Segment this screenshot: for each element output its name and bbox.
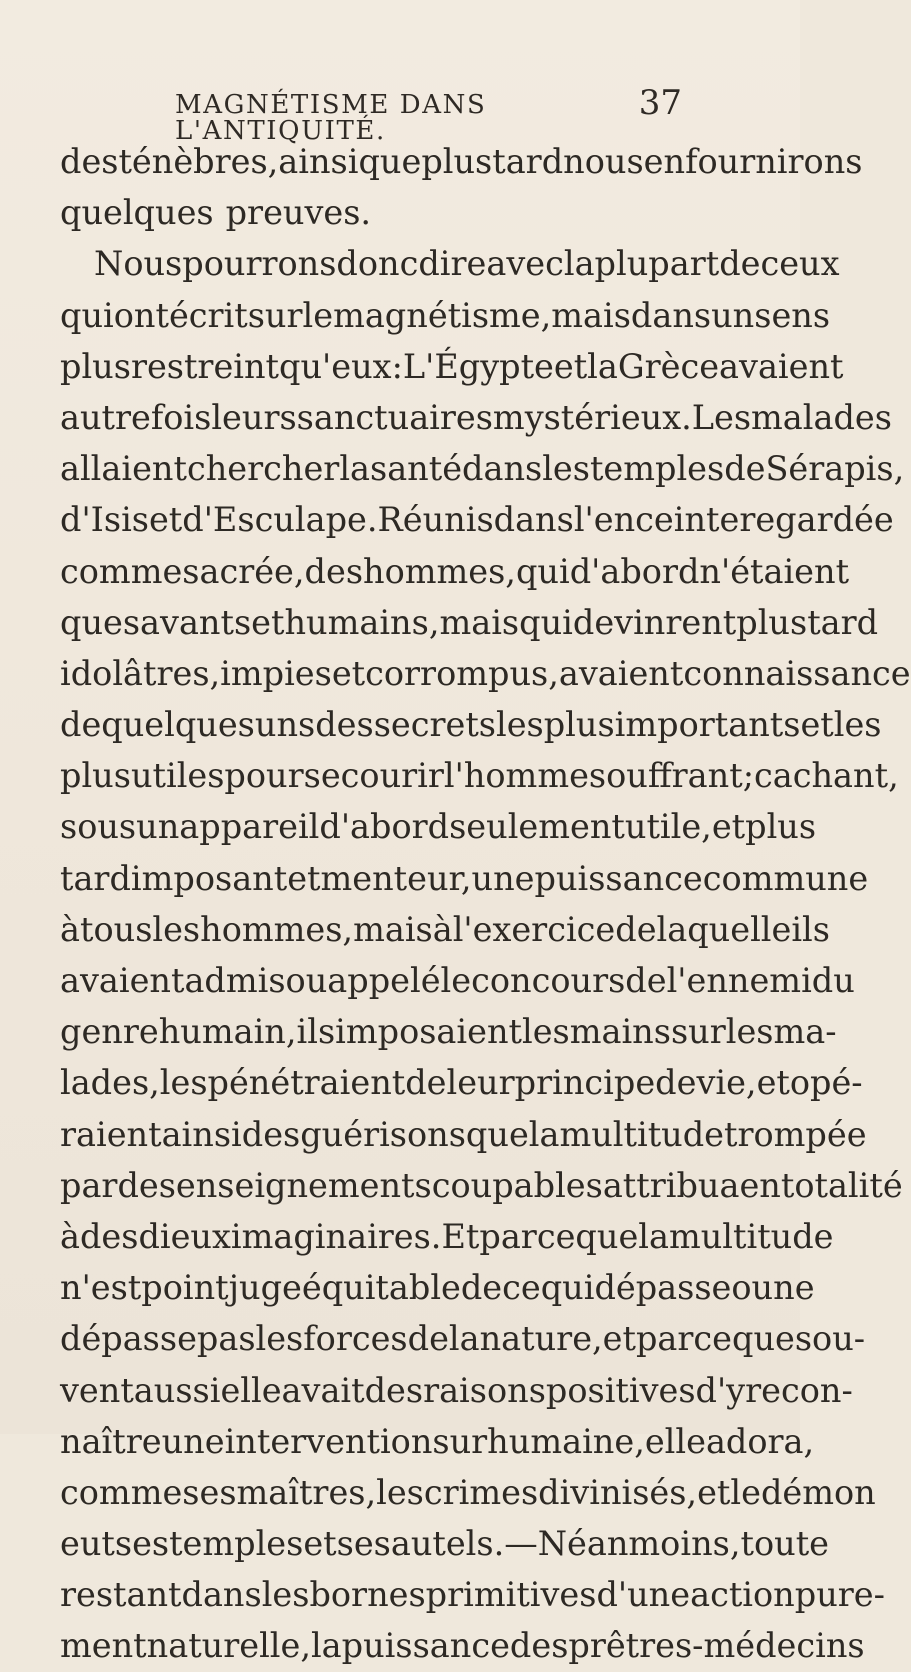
word: tard xyxy=(807,602,879,642)
word: de xyxy=(625,961,667,1000)
word: ses xyxy=(336,1524,391,1564)
word: des xyxy=(79,1216,139,1256)
word: de xyxy=(724,449,766,489)
word: parce xyxy=(479,1216,576,1256)
word: des xyxy=(509,1626,569,1666)
word: naître xyxy=(60,1421,162,1461)
text-line xyxy=(60,136,863,187)
word: la xyxy=(638,1216,669,1256)
word: plus xyxy=(60,756,131,796)
word: des xyxy=(315,705,374,745)
text-line xyxy=(60,853,869,904)
word: elle xyxy=(220,1370,282,1410)
word: ses xyxy=(114,1524,170,1564)
word: l'homme xyxy=(443,756,589,796)
word: ce xyxy=(502,1268,541,1308)
word: n'étaient xyxy=(699,551,850,591)
word: et xyxy=(287,858,321,898)
word: avaient xyxy=(719,346,844,386)
running-title: MAGNÉTISME DANS L'ANTIQUITÉ. xyxy=(175,90,487,146)
word: mais xyxy=(439,602,520,642)
word: une xyxy=(471,858,535,898)
text-line xyxy=(60,1160,903,1211)
word: genre xyxy=(60,1012,159,1052)
word: plupart xyxy=(594,244,720,284)
word: appareil xyxy=(179,807,320,847)
word: et xyxy=(756,1063,790,1103)
word: raient xyxy=(60,1114,162,1154)
word: comme xyxy=(60,551,183,591)
text-line xyxy=(60,1211,834,1262)
word: parce xyxy=(635,1319,732,1359)
word: Sérapis, xyxy=(765,449,905,489)
word: en xyxy=(643,142,686,181)
word: ses xyxy=(182,1472,237,1512)
text-line xyxy=(60,1569,885,1620)
text-line xyxy=(60,1467,876,1518)
word: pénétraient xyxy=(207,1063,406,1103)
text-line xyxy=(60,801,817,852)
word: multitude xyxy=(559,1114,725,1154)
word: coupables xyxy=(431,1165,603,1205)
word: ainsi xyxy=(161,1114,242,1154)
word: n'est xyxy=(60,1268,142,1308)
text-line xyxy=(60,443,905,494)
word: action xyxy=(690,1575,795,1615)
text-line xyxy=(60,1006,837,1057)
text-line xyxy=(60,290,831,341)
word: vent xyxy=(60,1370,134,1410)
word: ne xyxy=(773,1268,815,1308)
word: point xyxy=(141,1268,229,1308)
word: ont xyxy=(113,295,169,335)
word: qui xyxy=(540,1268,595,1308)
word: tous xyxy=(79,909,153,949)
text-line xyxy=(60,955,855,1006)
word: l'exercice xyxy=(452,909,616,949)
word: primitives xyxy=(425,1575,597,1615)
word: et xyxy=(331,653,366,693)
word: plus xyxy=(736,602,808,642)
word: Nous xyxy=(94,244,183,284)
word: par xyxy=(60,1165,118,1205)
word: cachant, xyxy=(753,756,899,796)
word: uns xyxy=(254,705,316,745)
word: — xyxy=(504,1524,538,1564)
word: secourir xyxy=(303,756,444,796)
word: plus xyxy=(60,346,131,386)
word: équitable xyxy=(301,1268,461,1308)
word: malades xyxy=(751,397,892,437)
word: nous xyxy=(563,142,644,181)
word: autrefois xyxy=(60,397,212,437)
word: qui xyxy=(60,295,114,335)
word: magnétisme, xyxy=(333,295,552,335)
word: les xyxy=(521,1012,570,1052)
word: dieux xyxy=(138,1216,231,1256)
word: et xyxy=(148,500,183,540)
text-line xyxy=(60,546,850,597)
word: eut xyxy=(60,1524,115,1564)
word: un xyxy=(711,295,755,335)
word: d'abord xyxy=(319,807,450,847)
word: vie, xyxy=(696,1063,757,1103)
word: et xyxy=(251,602,285,642)
word: dépasse xyxy=(594,1268,732,1308)
word: le xyxy=(302,295,334,335)
word: et xyxy=(800,705,834,745)
word: comme xyxy=(60,1472,183,1512)
word: juge xyxy=(228,1268,302,1308)
word: de xyxy=(719,244,761,284)
word: puissance xyxy=(341,1626,510,1666)
word: idolâtres, xyxy=(60,653,221,693)
word: que xyxy=(60,602,123,642)
text-line xyxy=(60,1365,853,1416)
word: leurs xyxy=(211,397,297,437)
word: des xyxy=(364,1370,424,1410)
word: dépasse xyxy=(60,1319,197,1359)
word: donc xyxy=(336,244,419,284)
word: mais xyxy=(551,295,631,335)
word: admis xyxy=(184,961,286,1000)
word: des xyxy=(117,1165,176,1205)
word: humain, xyxy=(158,1012,297,1052)
word: de xyxy=(460,1268,503,1308)
word: des xyxy=(241,1114,301,1154)
word: opé- xyxy=(789,1063,863,1103)
word: une xyxy=(161,1421,225,1461)
word: d'Isis xyxy=(60,500,149,540)
word: ceux xyxy=(760,244,840,284)
word: dans xyxy=(181,1575,262,1615)
word: les xyxy=(159,1063,208,1103)
word: sur xyxy=(670,1012,726,1052)
word: imposant xyxy=(130,858,288,898)
word: L'Égypte xyxy=(402,346,554,386)
word: quelques xyxy=(101,705,255,745)
word: et xyxy=(553,346,588,386)
word: connaissance xyxy=(683,653,911,693)
word: les xyxy=(152,909,201,949)
word: restant xyxy=(60,1575,182,1615)
word: elle xyxy=(644,1421,706,1461)
word: de xyxy=(407,1319,449,1359)
word: avaient xyxy=(558,653,684,693)
word: tard xyxy=(60,858,131,898)
word: quelques xyxy=(60,193,214,233)
word: naturelle, xyxy=(146,1626,311,1666)
word: positives xyxy=(545,1370,696,1410)
word: ma- xyxy=(773,1012,837,1052)
word: à xyxy=(432,909,453,949)
word: les xyxy=(376,1472,424,1512)
word: dire xyxy=(418,244,487,284)
word: démon xyxy=(760,1472,876,1512)
word: le xyxy=(730,1472,761,1512)
word: les xyxy=(495,705,544,745)
word: aussi xyxy=(133,1370,221,1410)
word: sens xyxy=(754,295,831,335)
word: mais xyxy=(353,909,433,949)
word: qui xyxy=(519,602,573,642)
word: puissance xyxy=(534,858,703,898)
word: et xyxy=(697,1472,731,1512)
word: d'abord xyxy=(569,551,700,591)
word: mains xyxy=(569,1012,671,1052)
word: à xyxy=(60,1216,80,1256)
word: ténèbres, xyxy=(118,142,279,181)
word: ou xyxy=(285,961,328,1000)
word: la xyxy=(563,244,595,284)
word: mystérieux. xyxy=(492,397,692,437)
word: devinrent xyxy=(572,602,737,642)
text-line xyxy=(60,1416,815,1467)
text-line xyxy=(60,392,892,443)
word: temples xyxy=(589,449,725,489)
word: la xyxy=(448,1319,480,1359)
word: les xyxy=(261,1575,310,1615)
word: sur xyxy=(247,295,303,335)
word: corrompus, xyxy=(365,653,559,693)
word: dans xyxy=(630,295,712,335)
word: qu'eux xyxy=(279,346,392,386)
word: des xyxy=(60,142,119,181)
word: pour xyxy=(224,756,304,796)
word: en xyxy=(739,1165,781,1205)
word: tard xyxy=(492,142,564,181)
text-line xyxy=(60,904,830,955)
word: du xyxy=(811,961,855,1000)
word: des xyxy=(304,551,364,591)
word: divinisés, xyxy=(538,1472,698,1512)
text-line xyxy=(60,187,720,238)
word: Grèce xyxy=(617,346,720,386)
word: principe xyxy=(514,1063,656,1103)
word: pas xyxy=(196,1319,256,1359)
word: les xyxy=(542,449,590,489)
word: temples xyxy=(169,1524,304,1564)
word: dans xyxy=(462,449,543,489)
word: recon- xyxy=(745,1370,853,1410)
word: e xyxy=(809,1524,829,1564)
text-line xyxy=(60,750,899,801)
word: que xyxy=(358,142,422,181)
text-line xyxy=(60,597,879,648)
word: pure- xyxy=(794,1575,885,1615)
word: nature, xyxy=(479,1319,603,1359)
word: restreint xyxy=(130,346,280,386)
word: le xyxy=(440,961,472,1000)
text-line xyxy=(60,1109,867,1160)
word: sacrée, xyxy=(182,551,305,591)
word: sous xyxy=(60,807,137,847)
word: les xyxy=(833,705,882,745)
word: imaginaires. xyxy=(230,1216,442,1256)
word: leur xyxy=(446,1063,515,1103)
word: maîtres, xyxy=(236,1472,377,1512)
word: dans xyxy=(493,500,574,540)
word: humains, xyxy=(284,602,440,642)
word: hommes, xyxy=(200,909,354,949)
word: de xyxy=(60,705,102,745)
word: la xyxy=(587,346,618,386)
word: autels. xyxy=(390,1524,505,1564)
word: l'enceinte xyxy=(573,500,740,540)
word: plus xyxy=(421,142,493,181)
word: enseignements xyxy=(175,1165,432,1205)
word: savants xyxy=(122,602,252,642)
word: ils xyxy=(791,909,830,949)
word: allaient xyxy=(60,449,187,489)
word: de xyxy=(655,1063,697,1103)
word: souffrant xyxy=(588,756,743,796)
word: preuves. xyxy=(225,193,372,233)
word: importants xyxy=(614,705,801,745)
text-line xyxy=(60,494,894,545)
word: attribua xyxy=(602,1165,740,1205)
word: forces xyxy=(303,1319,408,1359)
word: utile, xyxy=(624,807,712,847)
word: Réunis xyxy=(377,500,494,540)
word: : xyxy=(391,346,403,386)
word: de xyxy=(615,909,657,949)
word: seulement xyxy=(449,807,625,847)
word: trompée xyxy=(724,1114,867,1154)
word: l'ennemi xyxy=(666,961,812,1000)
word: la xyxy=(528,1114,560,1154)
word: fournirons xyxy=(685,142,863,181)
word: bornes xyxy=(309,1575,426,1615)
word: pourrons xyxy=(182,244,337,284)
word: ainsi xyxy=(278,142,359,181)
word: santé xyxy=(370,449,463,489)
word: sou- xyxy=(794,1319,866,1359)
text-line xyxy=(60,1313,866,1364)
text-line xyxy=(60,1057,863,1108)
word: écrit xyxy=(168,295,248,335)
text-line xyxy=(60,1262,815,1313)
word: et xyxy=(602,1319,636,1359)
word: ment xyxy=(60,1626,147,1666)
word: que xyxy=(575,1216,639,1256)
word: utiles xyxy=(130,756,225,796)
word: plus xyxy=(745,807,817,847)
page-number: 37 xyxy=(638,83,682,123)
word: tout xyxy=(740,1524,810,1564)
word: avait xyxy=(281,1370,365,1410)
word: à xyxy=(60,909,80,949)
word: Néanmoins, xyxy=(537,1524,741,1564)
body-text xyxy=(60,136,911,1672)
word: d'y xyxy=(695,1370,746,1410)
word: crimes xyxy=(423,1472,539,1512)
word: chercher xyxy=(186,449,340,489)
word: raisons xyxy=(423,1370,546,1410)
word: surhumaine, xyxy=(432,1421,645,1461)
word: sanctuaires xyxy=(296,397,493,437)
word: la xyxy=(339,449,370,489)
word: imposaient xyxy=(335,1012,522,1052)
word: plus xyxy=(543,705,615,745)
word: hommes, xyxy=(363,551,516,591)
word: intervention xyxy=(224,1421,433,1461)
word: que xyxy=(732,1319,795,1359)
word: menteur, xyxy=(320,858,472,898)
word: multitude xyxy=(668,1216,834,1256)
word: et xyxy=(303,1524,337,1564)
text-line xyxy=(60,699,882,750)
word: avaient xyxy=(60,961,185,1000)
word: d'Esculape. xyxy=(182,500,378,540)
word: ils xyxy=(296,1012,336,1052)
word: d'une xyxy=(596,1575,691,1615)
word: commune xyxy=(702,858,869,898)
word: les xyxy=(725,1012,774,1052)
word: la xyxy=(310,1626,342,1666)
word: avec xyxy=(486,244,564,284)
word: que xyxy=(465,1114,529,1154)
word: ou xyxy=(731,1268,774,1308)
text-line xyxy=(60,341,844,392)
word: concours xyxy=(471,961,626,1000)
word: lades, xyxy=(60,1063,160,1103)
word: secrets xyxy=(373,705,496,745)
word: appelé xyxy=(327,961,441,1000)
text-line xyxy=(60,1620,865,1671)
text-line xyxy=(60,648,911,699)
word: laquelle xyxy=(656,909,792,949)
word: adora, xyxy=(705,1421,815,1461)
word: de xyxy=(405,1063,447,1103)
word: Et xyxy=(441,1216,480,1256)
word: totalité xyxy=(780,1165,903,1205)
text-line xyxy=(60,238,840,289)
word: prêtres-médecins xyxy=(568,1626,865,1666)
word: guérisons xyxy=(300,1114,466,1154)
text-line xyxy=(60,1518,829,1569)
word: impies xyxy=(220,653,332,693)
word: Les xyxy=(691,397,752,437)
word: ; xyxy=(742,756,754,796)
word: qui xyxy=(515,551,570,591)
word: regardée xyxy=(739,500,894,540)
word: les xyxy=(255,1319,304,1359)
word: et xyxy=(711,807,746,847)
word: un xyxy=(136,807,180,847)
